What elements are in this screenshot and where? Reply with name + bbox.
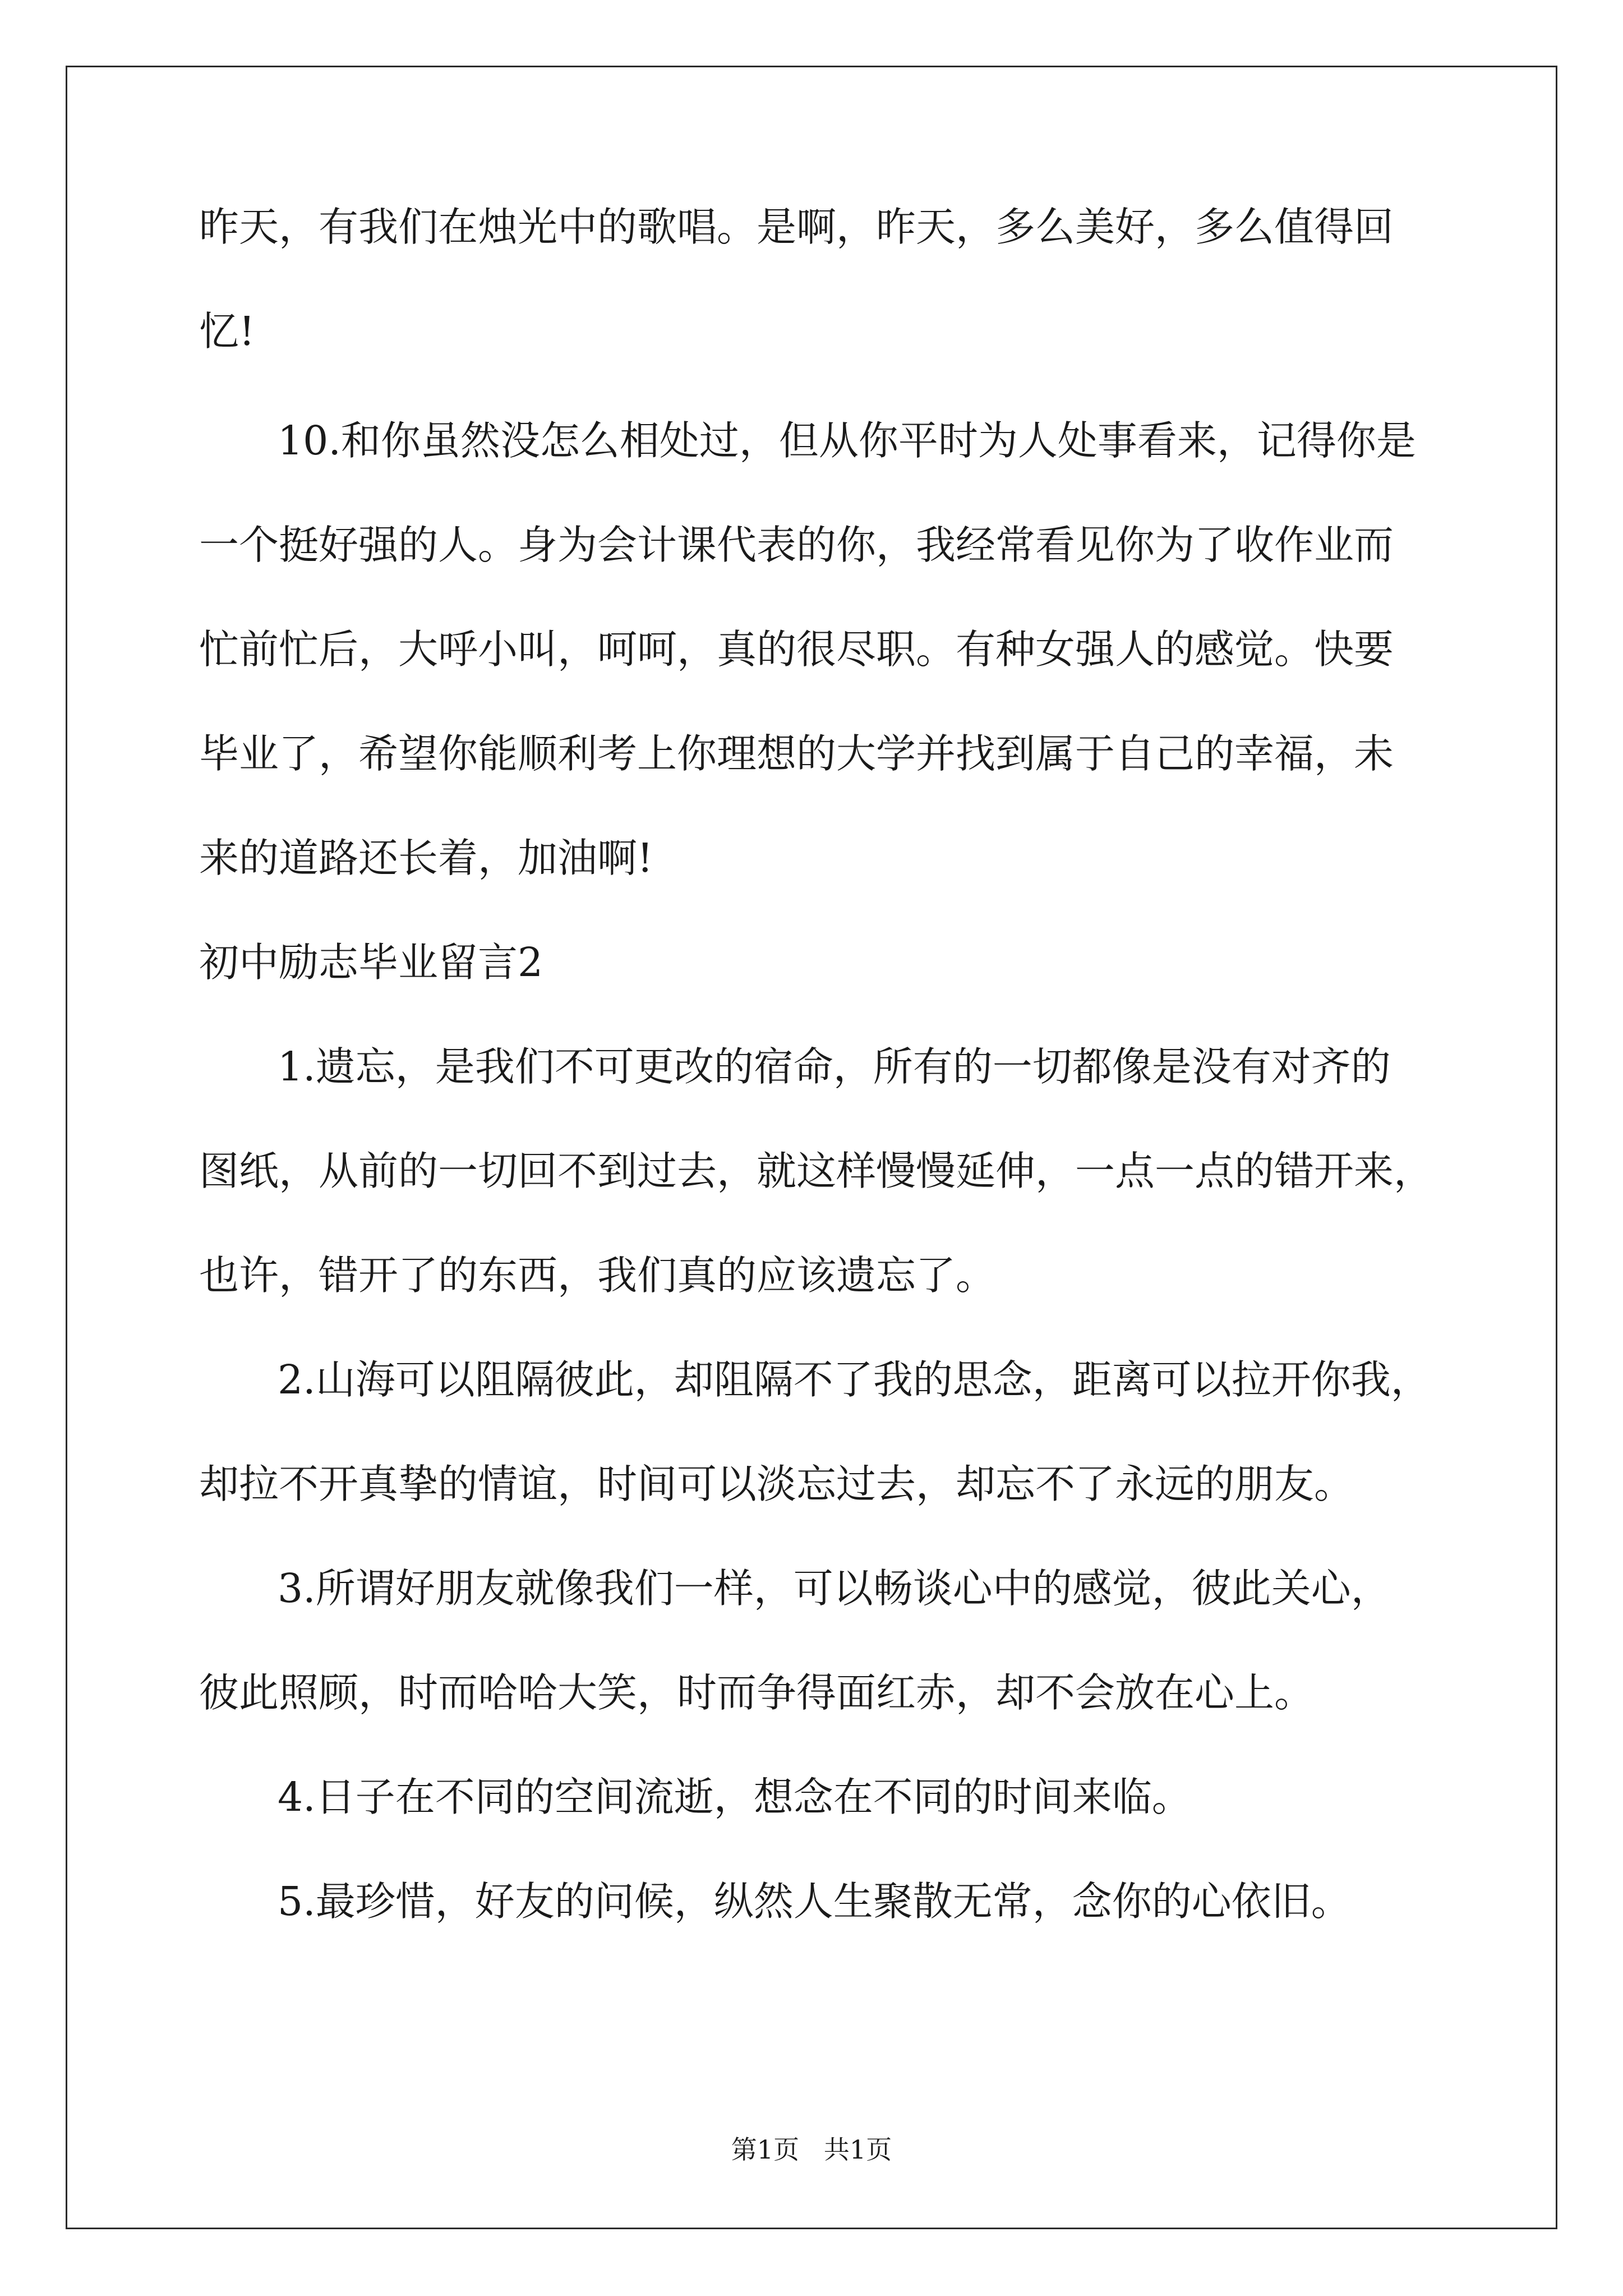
section-heading: 初中励志毕业留言2 (199, 939, 543, 986)
text-line: 毕业了，希望你能顺利考上你理想的大学并找到属于自己的幸福，未 (199, 730, 1394, 777)
text-line: 5.最珍惜，好友的问候，纵然人生聚散无常，念你的心依旧。 (278, 1878, 1351, 1925)
text-line: 忙前忙后，大呼小叫，呵呵，真的很尽职。有种女强人的感觉。快要 (199, 626, 1394, 673)
text-line: 10.和你虽然没怎么相处过，但从你平时为人处事看来，记得你是 (278, 417, 1416, 464)
page-footer: 第1页 共1页 (731, 2134, 892, 2165)
text-line: 忆! (199, 308, 255, 355)
text-line: 1.遗忘，是我们不可更改的宿命，所有的一切都像是没有对齐的 (278, 1043, 1391, 1090)
text-line: 也许，错开了的东西，我们真的应该遗忘了。 (199, 1252, 996, 1299)
text-line: 4.日子在不同的空间流逝，想念在不同的时间来临。 (278, 1774, 1192, 1820)
text-line: 昨天，有我们在烛光中的歌唱。是啊，昨天，多么美好，多么值得回 (199, 204, 1394, 250)
text-line: 3.所谓好朋友就像我们一样，可以畅谈心中的感觉，彼此关心， (278, 1565, 1391, 1612)
text-line: 一个挺好强的人。身为会计课代表的你，我经常看见你为了收作业而 (199, 522, 1394, 568)
text-line: 却拉不开真挚的情谊，时间可以淡忘过去，却忘不了永远的朋友。 (199, 1461, 1354, 1507)
text-line: 来的道路还长着，加油啊! (199, 835, 653, 881)
text-line: 彼此照顾，时而哈哈大笑，时而争得面红赤，却不会放在心上。 (199, 1669, 1315, 1716)
text-line: 图纸，从前的一切回不到过去，就这样慢慢延伸，一点一点的错开来， (199, 1148, 1434, 1194)
text-line: 2.山海可以阻隔彼此，却阻隔不了我的思念，距离可以拉开你我， (278, 1356, 1431, 1403)
